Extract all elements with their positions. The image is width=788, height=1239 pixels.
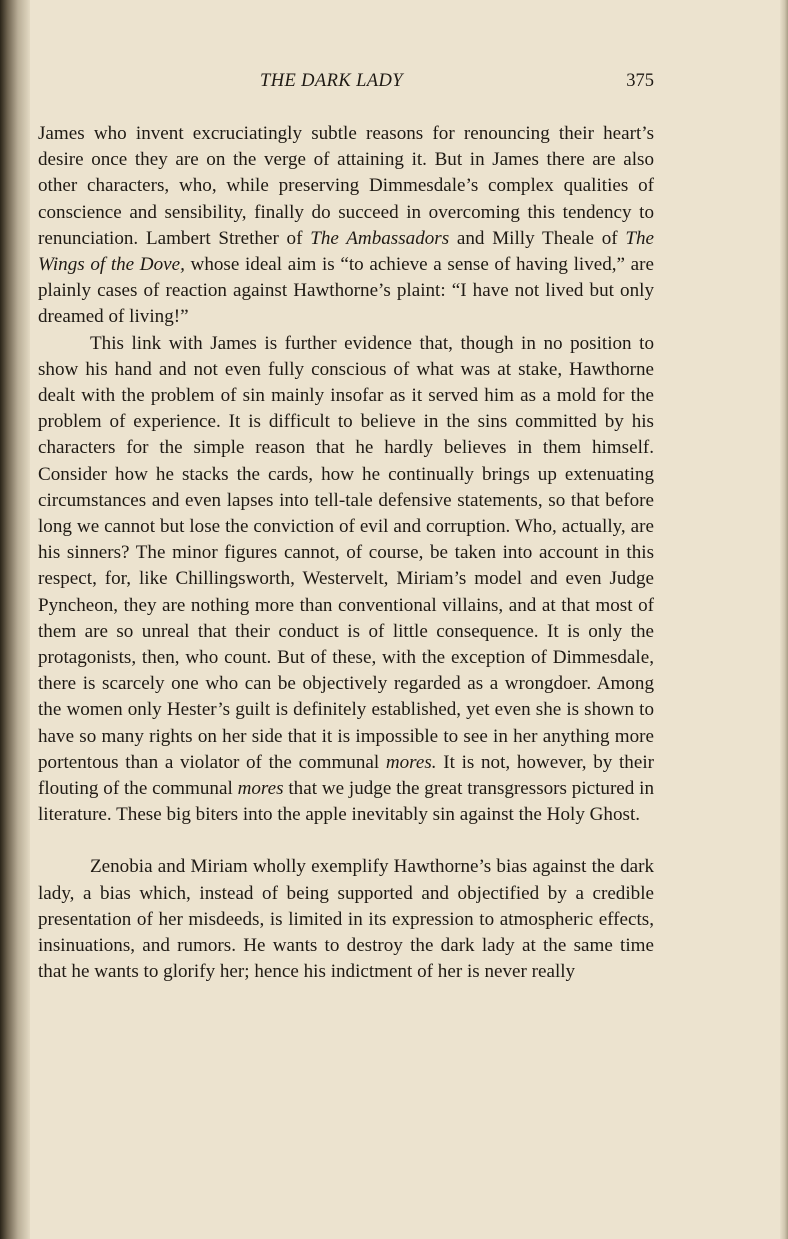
text-run: Zenobia and Miriam wholly exemplify Hawthorne’s bias against the dark lady, a bias which, instead of being supported and objectified by a credible presentation of her misdeeds, is limited in its expression to atmospheric effects, insinuations, and rumors. He wants to destroy the dark lady at the same time that he wants to glorify her; hence his indictment of her is never really xyxy=(38,856,654,983)
italic-title-ambassadors: The Ambassadors xyxy=(310,227,450,249)
text-run: whose ideal aim is “to achieve a sense of having lived,” are plainly cases of reaction against Hawthorne’s plaint: “I have not lived but only dreamed of living!” xyxy=(38,254,654,328)
paragraph-continued xyxy=(38,121,654,331)
paragraph-zenobia-miriam xyxy=(38,854,654,985)
paragraph-james-link xyxy=(38,331,654,829)
text-run: and Milly Theale of xyxy=(449,227,626,249)
text-run: James who invent excruciatingly subtle reasons for renouncing their heart’s desire once they are on the verge of attaining it. But in James there are also other characters, who, while preserving Dimmesdale’s complex qualities of conscience and sensibility, finally do succeed in overcoming this tendency to renunciation. Lambert Strether of xyxy=(38,123,654,249)
book-page xyxy=(38,0,658,1239)
text-run: that we judge the great transgressors pictured in literature. These big biters into the apple inevitably sin against the Holy Ghost. xyxy=(38,778,655,826)
body-text xyxy=(38,121,654,986)
text-run: This link with James is further evidence that, though in no position to show his hand and not even fully conscious of what was at stake, Hawthorne dealt with the problem of sin mainly insofar as it served him as a mold for the problem of experience. It is difficult to believe in the sins committed by his characters for the simple reason that he hardly believes in them himself. Consider how he stacks the cards, how he continually brings up extenuating circumstances and even lapses into tell-tale defensive statements, so that before long we cannot but lose the conviction of evil and corruption. Who, actually, are his sinners? The minor figures cannot, of course, be taken into account in this respect, for, like Chillingsworth, Westervelt, Miriam’s model and even Judge Pyncheon, they are nothing more than conventional villains, and at that most of them are so unreal that their conduct is of little consequence. It is only the protagonists, then, who count. But of these, with the exception of Dimmesdale, there is scarcely one who can be objectively regarded as a wrongdoer. Among the women only Hester’s guilt is definitely established, yet even she is shown to have so many rights on her side that it is impossible to see in her anything more portentous than a violator of the communal xyxy=(38,332,654,773)
page-edge xyxy=(780,0,788,1239)
italic-mores: mores xyxy=(237,778,284,800)
italic-title-wings-of-the-dove: The Wings of the Dove, xyxy=(38,227,655,276)
running-title: THE DARK LADY xyxy=(260,71,403,91)
running-head xyxy=(38,71,658,99)
book-binding-shadow xyxy=(0,0,30,1239)
italic-mores: mores. xyxy=(385,751,437,773)
text-run: It is not, however, by their flouting of the communal xyxy=(38,751,654,800)
page-number: 375 xyxy=(626,71,654,91)
